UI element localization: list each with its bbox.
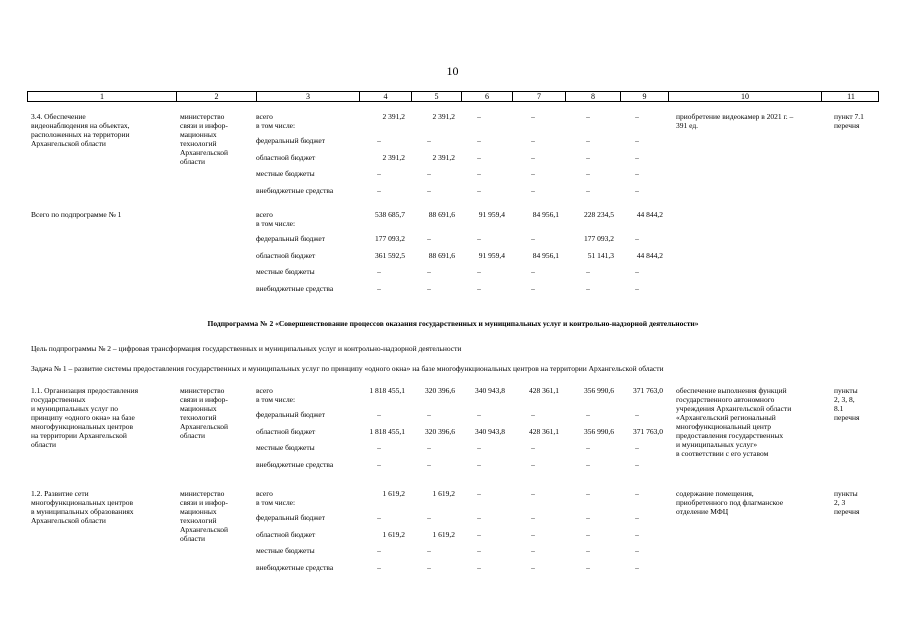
row_total1-budget-label: областной бюджет bbox=[256, 251, 316, 260]
row_3_4-result-line: 391 ед. bbox=[676, 121, 699, 130]
row_3_4-value-cell: – bbox=[377, 186, 381, 195]
row_1_1-value-cell: – bbox=[635, 410, 639, 419]
row_3_4-executor-line: мационных bbox=[180, 130, 217, 139]
header-col-10: 10 bbox=[668, 92, 821, 101]
row_1_2-value-cell: – bbox=[477, 530, 481, 539]
row_1_2-value-cell: – bbox=[377, 563, 381, 572]
row_1_1-ref-line: 2, 3, 8, bbox=[834, 395, 855, 404]
row_3_4-value-cell: – bbox=[377, 169, 381, 178]
row_1_1-value-cell: – bbox=[635, 460, 639, 469]
row_3_4-value-cell: – bbox=[477, 169, 481, 178]
row_3_4-value-cell: 2 391,2 bbox=[432, 112, 455, 121]
row_1_1-value-cell: – bbox=[586, 443, 590, 452]
row_total1-value-cell: 228 234,5 bbox=[584, 210, 614, 219]
row_1_2-value-cell: 1 619,2 bbox=[382, 530, 405, 539]
header-col-6: 6 bbox=[461, 92, 512, 101]
row_total1-budget-label: в том числе: bbox=[256, 219, 296, 228]
row_3_4-name-line: 3.4. Обеспечение bbox=[31, 112, 86, 121]
row_3_4-value-cell: – bbox=[477, 136, 481, 145]
row_3_4-executor-line: области bbox=[180, 157, 206, 166]
row_3_4-value-cell: – bbox=[531, 169, 535, 178]
row_3_4-budget-label: в том числе: bbox=[256, 121, 296, 130]
row_1_2-name-line: 1.2. Развитие сети bbox=[31, 489, 89, 498]
row_1_2-budget-label: внебюджетные средства bbox=[256, 563, 334, 572]
row_1_2-budget-label: в том числе: bbox=[256, 498, 296, 507]
row_total1-value-cell: – bbox=[377, 267, 381, 276]
row_1_2-budget-label: местные бюджеты bbox=[256, 546, 315, 555]
row_1_2-value-cell: – bbox=[477, 546, 481, 555]
row_3_4-value-cell: – bbox=[477, 153, 481, 162]
row_1_2-budget-label: федеральный бюджет bbox=[256, 513, 326, 522]
row_1_2-value-cell: – bbox=[531, 546, 535, 555]
row_total1-value-cell: – bbox=[377, 284, 381, 293]
row_1_2-name-line: Архангельской области bbox=[31, 516, 106, 525]
row_total1-value-cell: 91 959,4 bbox=[478, 210, 505, 219]
row_total1-value-cell: – bbox=[586, 267, 590, 276]
row_1_2-name-line: многофункциональных центров bbox=[31, 498, 134, 507]
row_1_2-value-cell: 1 619,2 bbox=[432, 489, 455, 498]
row_1_2-value-cell: – bbox=[427, 513, 431, 522]
row_1_2-value-cell: – bbox=[635, 530, 639, 539]
row_1_2-value-cell: – bbox=[531, 530, 535, 539]
row_1_1-ref-line: пункты bbox=[834, 386, 858, 395]
row_1_2-value-cell: – bbox=[427, 546, 431, 555]
row_3_4-value-cell: – bbox=[531, 112, 535, 121]
row_1_2-result-line: содержание помещения, bbox=[676, 489, 754, 498]
header-col-11: 11 bbox=[821, 92, 880, 101]
row_1_2-value-cell: – bbox=[427, 563, 431, 572]
row_3_4-budget-label: всего bbox=[256, 112, 273, 121]
row_1_1-name-line: 1.1. Организация предоставления bbox=[31, 386, 139, 395]
table-header bbox=[27, 91, 879, 102]
row_1_1-value-cell: 1 818 455,1 bbox=[369, 386, 405, 395]
row_1_1-value-cell: – bbox=[377, 460, 381, 469]
row_1_1-value-cell: 320 396,6 bbox=[425, 427, 455, 436]
row_total1-value-cell: 538 685,7 bbox=[375, 210, 405, 219]
row_1_2-name-line: в муниципальных образованиях bbox=[31, 507, 134, 516]
row_1_2-value-cell: – bbox=[377, 513, 381, 522]
row_1_2-value-cell: – bbox=[635, 489, 639, 498]
row_1_1-name-line: принципу «одного окна» на базе bbox=[31, 413, 135, 422]
row_1_1-value-cell: – bbox=[427, 460, 431, 469]
row_1_1-name-line: государственных bbox=[31, 395, 86, 404]
row_3_4-value-cell: – bbox=[635, 186, 639, 195]
row_1_1-budget-label: местные бюджеты bbox=[256, 443, 315, 452]
row_1_1-executor-line: Архангельской bbox=[180, 422, 228, 431]
row_total1-value-cell: – bbox=[635, 267, 639, 276]
row_1_1-name-line: и муниципальных услуг по bbox=[31, 404, 118, 413]
row_1_1-value-cell: – bbox=[477, 460, 481, 469]
row_1_2-value-cell: – bbox=[586, 489, 590, 498]
row_total1-value-cell: – bbox=[635, 284, 639, 293]
row_1_1-value-cell: 356 990,6 bbox=[584, 427, 614, 436]
row_3_4-ref-line: перечня bbox=[834, 121, 860, 130]
subprogram-task: Задача № 1 – развитие системы предоставления государственных и муниципальных услуг по принципу «одного окна» на базе многофункциональных центров на территории Архангельской области bbox=[31, 364, 664, 373]
row_1_2-value-cell: – bbox=[586, 530, 590, 539]
row_1_1-value-cell: – bbox=[427, 443, 431, 452]
row_3_4-value-cell: – bbox=[427, 186, 431, 195]
row_1_2-value-cell: – bbox=[531, 563, 535, 572]
header-col-1: 1 bbox=[100, 92, 104, 101]
row_1_1-value-cell: 371 763,0 bbox=[633, 427, 663, 436]
row_1_2-value-cell: – bbox=[477, 513, 481, 522]
row_1_2-value-cell: – bbox=[586, 513, 590, 522]
header-col-9: 9 bbox=[620, 92, 668, 101]
row_1_2-value-cell: – bbox=[586, 563, 590, 572]
row_1_1-value-cell: – bbox=[531, 443, 535, 452]
header-col-8: 8 bbox=[565, 92, 620, 101]
header-col-4: 4 bbox=[359, 92, 411, 101]
row_1_1-result-line: государственного автономного bbox=[676, 395, 775, 404]
header-col-2: 2 bbox=[176, 92, 256, 101]
row_3_4-value-cell: – bbox=[586, 153, 590, 162]
row_1_1-name-line: многофункциональных центров bbox=[31, 422, 134, 431]
row_3_4-name-line: расположенных на территории bbox=[31, 130, 130, 139]
row_total1-value-cell: – bbox=[531, 267, 535, 276]
row_total1-value-cell: 84 956,1 bbox=[532, 210, 559, 219]
row_total1-value-cell: 44 844,2 bbox=[636, 251, 663, 260]
row_total1-value-cell: – bbox=[427, 267, 431, 276]
row_1_1-budget-label: в том числе: bbox=[256, 395, 296, 404]
row_3_4-executor-line: Архангельской bbox=[180, 148, 228, 157]
row_3_4-value-cell: – bbox=[586, 136, 590, 145]
row_3_4-budget-label: внебюджетные средства bbox=[256, 186, 334, 195]
row_1_1-value-cell: – bbox=[477, 410, 481, 419]
row_3_4-budget-label: местные бюджеты bbox=[256, 169, 315, 178]
row_3_4-value-cell: – bbox=[531, 136, 535, 145]
row_1_2-budget-label: областной бюджет bbox=[256, 530, 316, 539]
row_1_2-value-cell: – bbox=[531, 489, 535, 498]
row_1_1-value-cell: – bbox=[635, 443, 639, 452]
row_3_4-executor-line: технологий bbox=[180, 139, 217, 148]
row_1_1-value-cell: 428 361,1 bbox=[529, 386, 559, 395]
row_3_4-value-cell: 2 391,2 bbox=[432, 153, 455, 162]
row_3_4-value-cell: – bbox=[635, 112, 639, 121]
row_3_4-value-cell: – bbox=[586, 186, 590, 195]
header-col-7: 7 bbox=[512, 92, 565, 101]
row_1_1-ref-line: 8.1 bbox=[834, 404, 844, 413]
row_1_1-executor-line: министерство bbox=[180, 386, 225, 395]
row_3_4-value-cell: – bbox=[635, 169, 639, 178]
row_1_1-executor-line: технологий bbox=[180, 413, 217, 422]
row_1_2-value-cell: – bbox=[477, 563, 481, 572]
row_1_2-value-cell: – bbox=[377, 546, 381, 555]
row_1_1-ref-line: перечня bbox=[834, 413, 860, 422]
row_total1-value-cell: – bbox=[531, 234, 535, 243]
row_1_1-executor-line: области bbox=[180, 431, 206, 440]
row_1_1-value-cell: – bbox=[531, 410, 535, 419]
row_1_2-executor-line: Архангельской bbox=[180, 525, 228, 534]
row_total1-value-cell: – bbox=[477, 234, 481, 243]
row_1_1-value-cell: 428 361,1 bbox=[529, 427, 559, 436]
row_total1-value-cell: – bbox=[427, 284, 431, 293]
row_3_4-value-cell: – bbox=[586, 112, 590, 121]
row_1_1-value-cell: 340 943,8 bbox=[475, 386, 505, 395]
row_total1-budget-label: федеральный бюджет bbox=[256, 234, 326, 243]
row_1_2-executor-line: технологий bbox=[180, 516, 217, 525]
row_1_2-executor-line: связи и инфор- bbox=[180, 498, 228, 507]
row_3_4-result-line: приобретение видеокамер в 2021 г. – bbox=[676, 112, 794, 121]
row_total1-name-line: Всего по подпрограмме № 1 bbox=[31, 210, 122, 219]
row_total1-value-cell: – bbox=[477, 267, 481, 276]
row_1_2-value-cell: 1 619,2 bbox=[432, 530, 455, 539]
row_1_1-value-cell: – bbox=[377, 443, 381, 452]
row_1_1-result-line: обеспечение выполнения функций bbox=[676, 386, 787, 395]
row_1_1-result-line: предоставления государственных bbox=[676, 431, 784, 440]
row_3_4-value-cell: – bbox=[477, 186, 481, 195]
row_3_4-value-cell: – bbox=[635, 136, 639, 145]
row_1_2-value-cell: – bbox=[586, 546, 590, 555]
row_1_1-name-line: области bbox=[31, 440, 57, 449]
row_1_1-value-cell: – bbox=[531, 460, 535, 469]
row_3_4-value-cell: 2 391,2 bbox=[382, 153, 405, 162]
row_1_1-value-cell: 356 990,6 bbox=[584, 386, 614, 395]
row_3_4-name-line: видеонаблюдения на объектах, bbox=[31, 121, 130, 130]
row_3_4-ref-line: пункт 7.1 bbox=[834, 112, 864, 121]
subprogram-goal: Цель подпрограммы № 2 – цифровая трансформация государственных и муниципальных услуг и контрольно-надзорной деятельности bbox=[31, 344, 462, 353]
row_1_1-value-cell: – bbox=[586, 410, 590, 419]
row_3_4-budget-label: областной бюджет bbox=[256, 153, 316, 162]
row_1_1-name-line: на территории Архангельской bbox=[31, 431, 127, 440]
row_total1-budget-label: внебюджетные средства bbox=[256, 284, 334, 293]
row_total1-value-cell: 91 959,4 bbox=[478, 251, 505, 260]
row_total1-value-cell: – bbox=[531, 284, 535, 293]
row_1_2-value-cell: – bbox=[477, 489, 481, 498]
row_1_1-value-cell: 1 818 455,1 bbox=[369, 427, 405, 436]
row_1_1-value-cell: – bbox=[477, 443, 481, 452]
row_total1-budget-label: местные бюджеты bbox=[256, 267, 315, 276]
row_3_4-value-cell: – bbox=[531, 153, 535, 162]
row_3_4-value-cell: – bbox=[427, 169, 431, 178]
row_3_4-value-cell: – bbox=[531, 186, 535, 195]
row_total1-value-cell: 51 141,3 bbox=[587, 251, 614, 260]
row_total1-value-cell: 88 691,6 bbox=[428, 251, 455, 260]
row_1_1-budget-label: внебюджетные средства bbox=[256, 460, 334, 469]
row_1_2-value-cell: – bbox=[635, 546, 639, 555]
row_3_4-value-cell: – bbox=[377, 136, 381, 145]
row_1_1-value-cell: – bbox=[586, 460, 590, 469]
row_1_2-ref-line: 2, 3 bbox=[834, 498, 846, 507]
row_total1-value-cell: 84 956,1 bbox=[532, 251, 559, 260]
row_1_2-executor-line: области bbox=[180, 534, 206, 543]
row_1_1-value-cell: 371 763,0 bbox=[633, 386, 663, 395]
row_3_4-executor-line: связи и инфор- bbox=[180, 121, 228, 130]
row_total1-value-cell: – bbox=[635, 234, 639, 243]
row_3_4-value-cell: – bbox=[427, 136, 431, 145]
row_1_1-result-line: учреждения Архангельской области bbox=[676, 404, 792, 413]
page-number: 10 bbox=[446, 64, 459, 78]
row_1_1-executor-line: связи и инфор- bbox=[180, 395, 228, 404]
row_1_1-executor-line: мационных bbox=[180, 404, 217, 413]
row_3_4-value-cell: – bbox=[586, 169, 590, 178]
row_1_2-value-cell: – bbox=[635, 563, 639, 572]
row_1_2-value-cell: – bbox=[531, 513, 535, 522]
row_1_1-result-line: в соответствии с его уставом bbox=[676, 449, 769, 458]
subprogram-title: Подпрограмма № 2 «Совершенствование процессов оказания государственных и муниципальных услуг и контрольно-надзорной деятельности» bbox=[207, 319, 699, 328]
row_1_1-value-cell: – bbox=[427, 410, 431, 419]
row_total1-value-cell: – bbox=[586, 284, 590, 293]
row_1_1-result-line: «Архангельский региональный bbox=[676, 413, 776, 422]
row_1_2-value-cell: 1 619,2 bbox=[382, 489, 405, 498]
row_1_2-executor-line: министерство bbox=[180, 489, 225, 498]
row_1_2-budget-label: всего bbox=[256, 489, 273, 498]
header-col-3: 3 bbox=[256, 92, 359, 101]
row_total1-budget-label: всего bbox=[256, 210, 273, 219]
row_total1-value-cell: 44 844,2 bbox=[636, 210, 663, 219]
row_3_4-value-cell: – bbox=[635, 153, 639, 162]
row_1_1-result-line: и муниципальных услуг» bbox=[676, 440, 758, 449]
row_total1-value-cell: 177 093,2 bbox=[584, 234, 614, 243]
row_1_1-value-cell: 320 396,6 bbox=[425, 386, 455, 395]
row_1_2-result-line: отделение МФЦ bbox=[676, 507, 729, 516]
row_1_1-value-cell: 340 943,8 bbox=[475, 427, 505, 436]
row_3_4-value-cell: – bbox=[477, 112, 481, 121]
row_1_2-executor-line: мационных bbox=[180, 507, 217, 516]
row_3_4-value-cell: 2 391,2 bbox=[382, 112, 405, 121]
row_1_1-budget-label: всего bbox=[256, 386, 273, 395]
row_total1-value-cell: – bbox=[427, 234, 431, 243]
row_1_1-result-line: многофункциональный центр bbox=[676, 422, 771, 431]
row_3_4-budget-label: федеральный бюджет bbox=[256, 136, 326, 145]
row_1_2-value-cell: – bbox=[635, 513, 639, 522]
row_total1-value-cell: 88 691,6 bbox=[428, 210, 455, 219]
row_1_2-ref-line: пункты bbox=[834, 489, 858, 498]
row_3_4-executor-line: министерство bbox=[180, 112, 225, 121]
row_total1-value-cell: – bbox=[477, 284, 481, 293]
row_1_2-result-line: приобретенного под флагманское bbox=[676, 498, 784, 507]
row_1_1-budget-label: областной бюджет bbox=[256, 427, 316, 436]
row_1_1-value-cell: – bbox=[377, 410, 381, 419]
header-col-5: 5 bbox=[411, 92, 461, 101]
row_1_1-budget-label: федеральный бюджет bbox=[256, 410, 326, 419]
row_3_4-name-line: Архангельской области bbox=[31, 139, 106, 148]
row_total1-value-cell: 177 093,2 bbox=[375, 234, 405, 243]
row_1_2-ref-line: перечня bbox=[834, 507, 860, 516]
row_total1-value-cell: 361 592,5 bbox=[375, 251, 405, 260]
